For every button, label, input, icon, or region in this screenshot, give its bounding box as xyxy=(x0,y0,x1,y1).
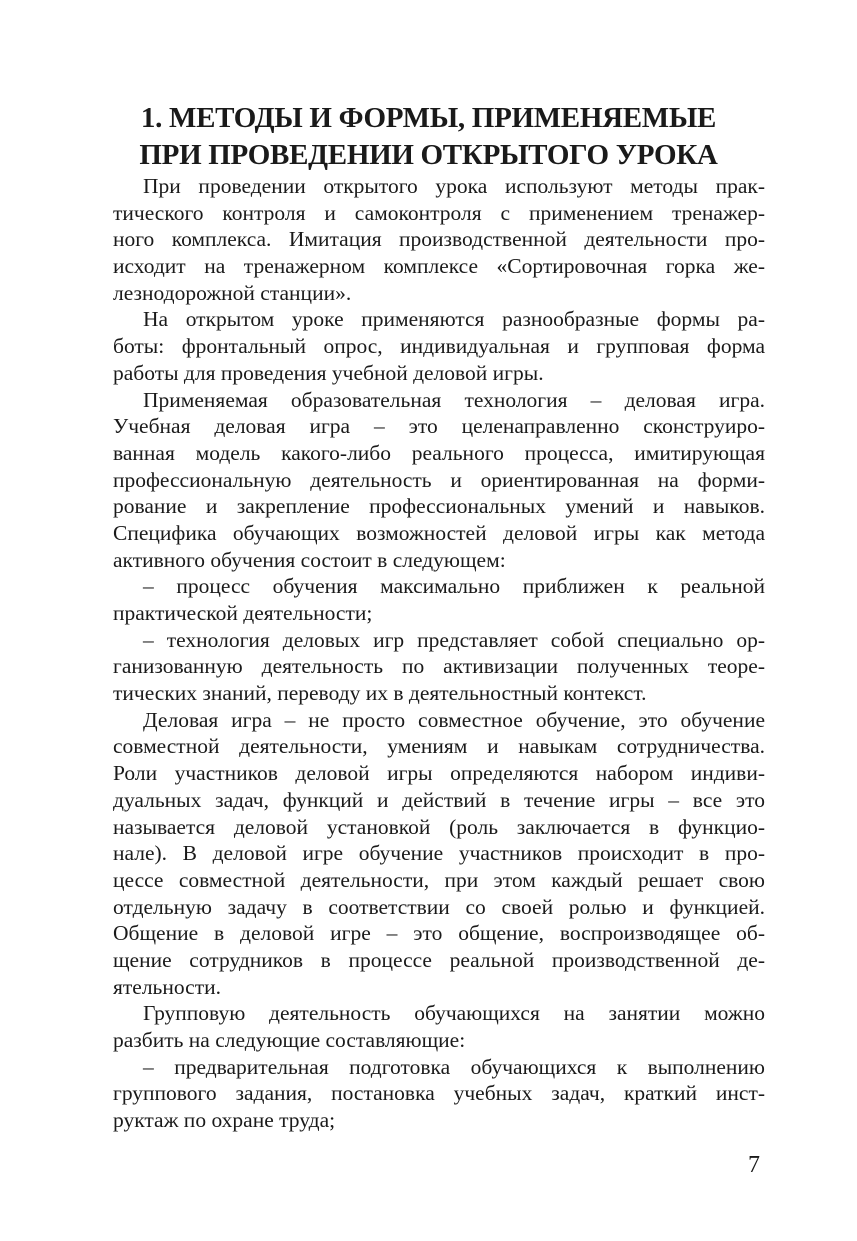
text-line: нале). В деловой игре обучение участников происходит в про- xyxy=(113,841,765,866)
text-line: практической деятельности; xyxy=(113,601,373,625)
text-line: тических знаний, переводу их в деятельностный контекст. xyxy=(113,681,647,706)
paragraph xyxy=(113,173,765,306)
text-line: Роли участников деловой игры определяются набором индиви- xyxy=(113,761,765,786)
paragraph xyxy=(113,627,765,707)
text-line: – предварительная подготовка обучающихся к выполнению xyxy=(143,1054,765,1079)
text-line: активного обучения состоит в следующем: xyxy=(113,547,506,572)
paragraph xyxy=(113,1000,765,1053)
text-line: работы для проведения учебной деловой игры. xyxy=(113,360,544,385)
section-heading xyxy=(100,100,757,174)
text-line: На открытом уроке применяются разнообразные формы ра- xyxy=(143,307,765,332)
text-line: руктаж по охране труда; xyxy=(113,1108,336,1133)
text-line: Общение в деловой игре – это общение, воспроизводящее об- xyxy=(113,921,765,946)
text-line: щение сотрудников в процессе реальной производственной де- xyxy=(113,947,765,972)
text-line: разбить на следующие составляющие: xyxy=(113,1028,466,1052)
paragraph xyxy=(113,707,765,1001)
text-line: исходит на тренажерном комплексе «Сортировочная горка же- xyxy=(113,254,765,279)
text-line: боты: фронтальный опрос, индивидуальная и групповая форма xyxy=(113,334,765,359)
text-line: группового задания, постановка учебных задач, краткий инст- xyxy=(113,1081,765,1106)
text-line: профессиональную деятельность и ориентированная на форми- xyxy=(113,467,765,492)
text-line: Деловая игра – не просто совместное обучение, это обучение xyxy=(143,707,765,732)
heading-line: ПРИ ПРОВЕДЕНИИ ОТКРЫТОГО УРОКА xyxy=(139,139,718,171)
text-line: Учебная деловая игра – это целенаправленно сконструиро- xyxy=(113,414,765,439)
body-text xyxy=(113,173,765,1134)
text-line: ганизованную деятельность по активизации полученных теоре- xyxy=(113,654,765,679)
text-line: – процесс обучения максимально приближен к реальной xyxy=(143,574,765,599)
text-line: лезнодорожной станции». xyxy=(113,280,352,305)
text-line: рование и закрепление профессиональных умений и навыков. xyxy=(113,494,765,519)
text-line: называется деловой установкой (роль заключается в функцио- xyxy=(113,814,765,839)
paragraph xyxy=(113,573,765,626)
text-line: совместной деятельности, умениям и навыкам сотрудничества. xyxy=(113,734,765,759)
text-line: Применяемая образовательная технология – деловая игра. xyxy=(143,387,765,412)
text-line: дуальных задач, функций и действий в течение игры – все это xyxy=(113,787,765,812)
text-line: ятельности. xyxy=(113,974,221,999)
text-line: тического контроля и самоконтроля с применением тренажер- xyxy=(113,200,765,225)
text-line: Групповую деятельность обучающихся на занятии можно xyxy=(143,1001,765,1026)
text-line: ного комплекса. Имитация производственной деятельности про- xyxy=(113,227,765,252)
paragraph xyxy=(113,1054,765,1134)
text-line: – технология деловых игр представляет собой специально ор- xyxy=(143,627,765,652)
text-line: отдельную задачу в соответствии со своей ролью и функцией. xyxy=(113,894,765,919)
text-line: ванная модель какого-либо реального процесса, имитирующая xyxy=(113,440,765,465)
text-line: цессе совместной деятельности, при этом каждый решает свою xyxy=(113,867,765,892)
text-line: Специфика обучающих возможностей деловой игры как метода xyxy=(113,520,765,545)
paragraph xyxy=(113,387,765,574)
paragraph xyxy=(113,306,765,386)
page-number: 7 xyxy=(748,1152,760,1178)
heading-line: 1. МЕТОДЫ И ФОРМЫ, ПРИМЕНЯЕМЫЕ xyxy=(140,102,717,134)
text-line: При проведении открытого урока используют методы прак- xyxy=(143,174,765,198)
